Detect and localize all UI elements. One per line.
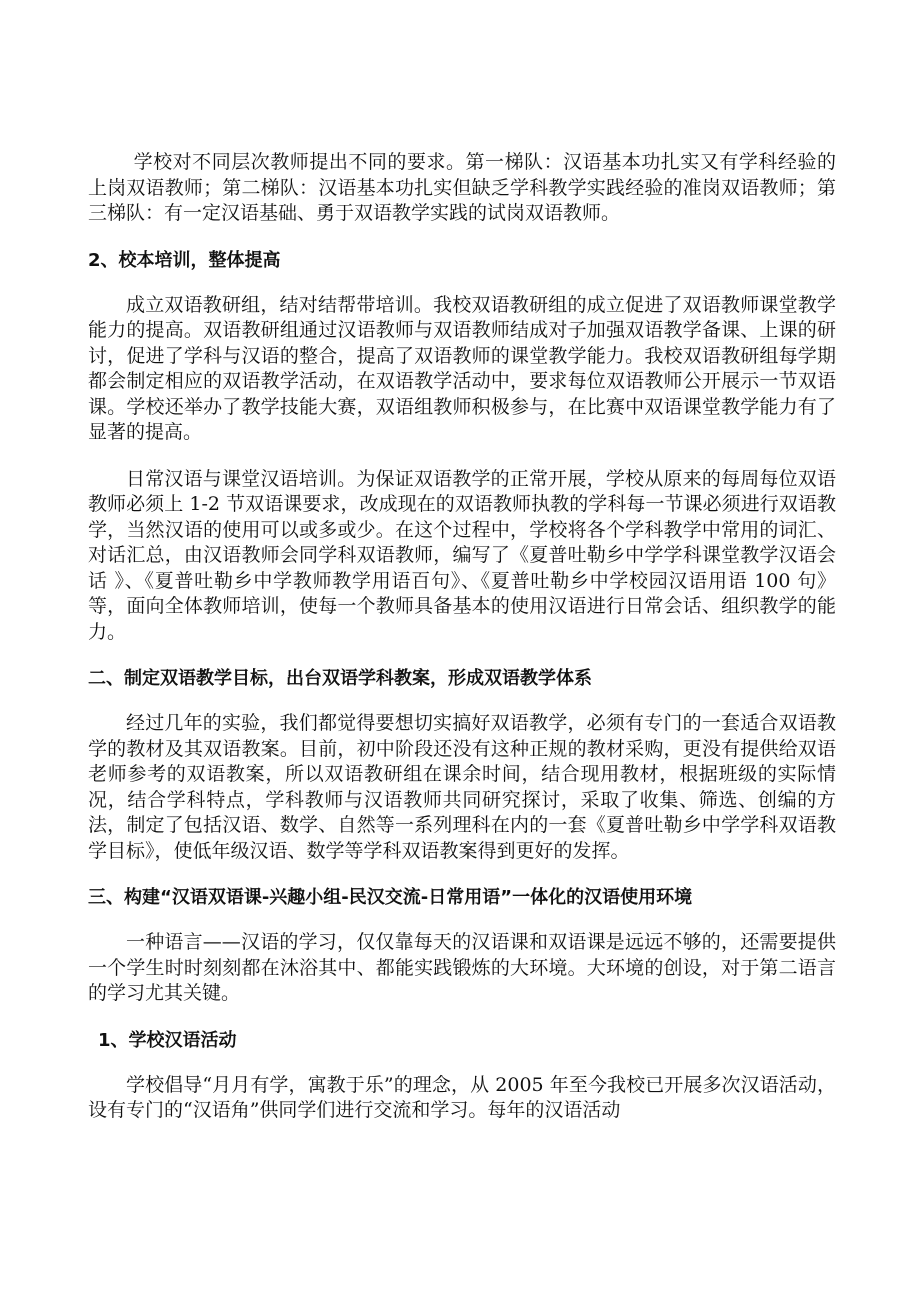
heading-teaching-goals: 二、制定双语教学目标，出台双语学科教案，形成双语教学体系 — [88, 668, 592, 689]
document-page — [88, 150, 836, 1145]
heading-school-training: 2、校本培训，整体提高 — [88, 249, 281, 271]
paragraph-school-activities: 学校倡导“月月有学，寓教于乐”的理念，从 2005 年至今我校已开展多次汉语活动，设有专门的“汉语角”供同学们进行交流和学习。每年的汉语活动 — [88, 1073, 836, 1121]
paragraph-language-environment: 一种语言——汉语的学习，仅仅靠每天的汉语课和双语课是远远不够的，还需要提供一个学生时时刻刻都在沐浴其中、都能实践锻炼的大环境。大环境的创设，对于第二语言的学习尤其关键。 — [88, 931, 836, 1004]
heading-school-activities: 1、学校汉语活动 — [98, 1029, 237, 1051]
paragraph-research-group: 成立双语教研组，结对结帮带培训。我校双语教研组的成立促进了双语教师课堂教学能力的提高。双语教研组通过汉语教师与双语教师结成对子加强双语教学备课、上课的研讨，促进了学科与汉语的整合，提高了双语教师的课堂教学能力。我校双语教研组每学期都会制定相应的双语教学活动，在双语教学活动中，要求每位双语教师公开展示一节双语课。学校还举办了教学技能大赛，双语组教师积极参与，在比赛中双语课堂教学能力有了显著的提高。 — [88, 293, 836, 443]
heading-language-environment: 三、构建“汉语双语课-兴趣小组-民汉交流-日常用语”一体化的汉语使用环境 — [88, 887, 693, 908]
paragraph-daily-chinese-training: 日常汉语与课堂汉语培训。为保证双语教学的正常开展，学校从原来的每周每位双语教师必须上 1-2 节双语课要求，改成现在的双语教师执教的学科每一节课必须进行双语教学，当然汉语的使用可以或多或少。在这个过程中，学校将各个学科教学中常用的词汇、对话汇总，由汉语教师会同学科双语教师，编写了《夏普吐勒乡中学学科课堂教学汉语会话 》、《夏普吐勒乡中学教师教学用语百句》、《夏普吐勒乡中学校园汉语用语 100 句》等，面向全体教师培训，使每一个教师具备基本的使用汉语进行日常会话、组织教学的能力。 — [88, 467, 836, 643]
paragraph-teaching-materials: 经过几年的实验，我们都觉得要想切实搞好双语教学，必须有专门的一套适合双语教学的教材及其双语教案。目前，初中阶段还没有这种正规的教材采购，更没有提供给双语老师参考的双语教案，所以双语教研组在课余时间，结合现用教材，根据班级的实际情况，结合学科特点，学科教师与汉语教师共同研究探讨，采取了收集、筛选、创编的方法，制定了包括汉语、数学、自然等一系列理科在内的一套《夏普吐勒乡中学学科双语教学目标》，使低年级汉语、数学等学科双语教案得到更好的发挥。 — [88, 712, 836, 862]
paragraph-teacher-tiers: 学校对不同层次教师提出不同的要求。第一梯队：汉语基本功扎实又有学科经验的上岗双语教师；第二梯队：汉语基本功扎实但缺乏学科教学实践经验的准岗双语教师；第三梯队：有一定汉语基础、勇于双语教学实践的试岗双语教师。 — [88, 151, 836, 224]
